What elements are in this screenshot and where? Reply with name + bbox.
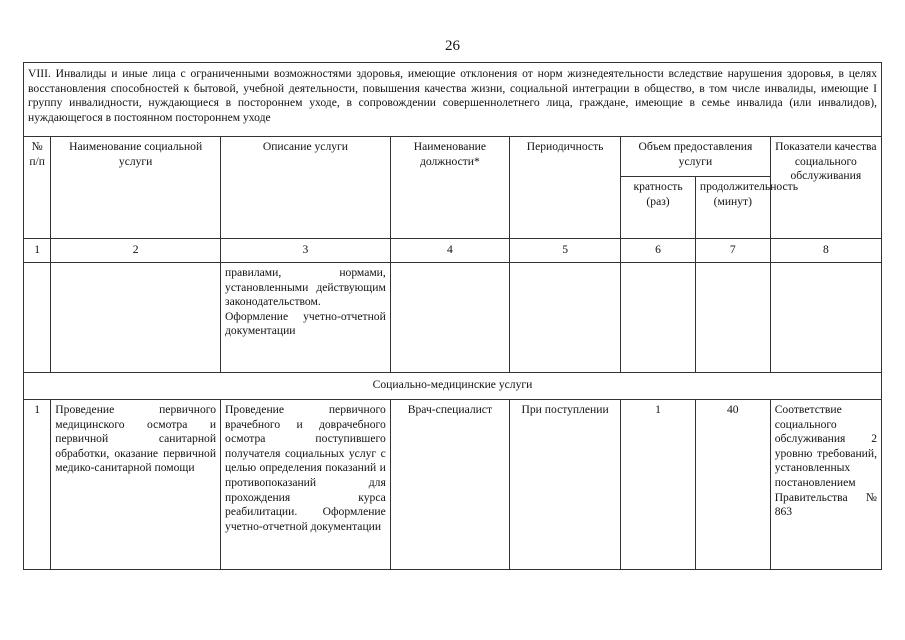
row-duration: 40 (695, 400, 770, 570)
row-position: Врач-специалист (390, 400, 509, 570)
column-number: 5 (510, 239, 621, 263)
header-position: Наименование должности* (390, 137, 509, 239)
column-number: 2 (51, 239, 221, 263)
table-cell (51, 263, 221, 373)
table-row (24, 400, 882, 570)
table-cell (695, 263, 770, 373)
table-cell (770, 263, 881, 373)
header-quality: Показатели качества социального обслуживания (770, 137, 881, 239)
table-cell (510, 263, 621, 373)
services-table (23, 62, 882, 570)
continuation-description: правилами, нормами, установленными действующим законодательством. Оформление учетно-отчетной документации (221, 263, 391, 373)
header-num: № п/п (24, 137, 51, 239)
column-number: 4 (390, 239, 509, 263)
column-number: 8 (770, 239, 881, 263)
row-periodicity: При поступлении (510, 400, 621, 570)
section-title: VIII. Инвалиды и иные лица с ограниченными возможностями здоровья, имеющие отклонения от норм жизнедеятельности вследствие нарушения здоровья, в целях восстановления способностей к бытовой, учебной деятельности, повышения качества жизни, социальной интеграции в общество, в том числе инвалиды, имеющие I группу инвалидности, нуждающиеся в постороннем уходе, в сопровождении совершеннолетнего лица, граждане, имеющие в семье инвалида (или инвалидов), нуждающегося в постоянном постороннем уходе (24, 63, 882, 137)
subsection-title: Социально-медицинские услуги (24, 373, 882, 400)
column-number: 7 (695, 239, 770, 263)
table-cell (390, 263, 509, 373)
row-num: 1 (24, 400, 51, 570)
table-cell (24, 263, 51, 373)
column-number: 1 (24, 239, 51, 263)
header-description: Описание услуги (221, 137, 391, 239)
row-service-name: Проведение первичного медицинского осмотра и первичной санитарной обработки, оказание первичной медико-санитарной помощи (51, 400, 221, 570)
table-cell (621, 263, 696, 373)
header-multiplicity: кратность (раз) (621, 177, 696, 239)
header-duration: продолжительность (минут) (695, 177, 770, 239)
row-multiplicity: 1 (621, 400, 696, 570)
page-number: 26 (445, 38, 460, 54)
row-description: Проведение первичного врачебного и доврачебного осмотра поступившего получателя социальных услуг с целью определения показаний и противопоказаний для прохождения курса реабилитации. Оформление учетно-отчетной документации (221, 400, 391, 570)
row-quality: Соответствие социального обслуживания 2 уровню требований, установленных постановлением Правительства № 863 (770, 400, 881, 570)
header-service-name: Наименование социальной услуги (51, 137, 221, 239)
column-number: 6 (621, 239, 696, 263)
header-volume: Объем предоставления услуги (621, 137, 771, 177)
column-number: 3 (221, 239, 391, 263)
header-periodicity: Периодичность (510, 137, 621, 239)
